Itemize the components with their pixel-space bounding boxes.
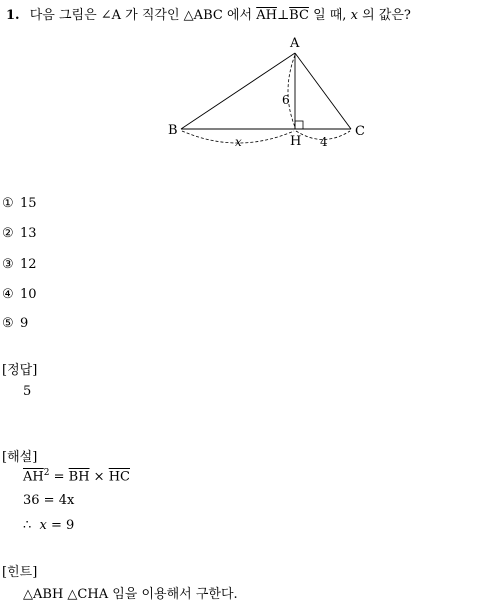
solution-line-2: 36 = 4x xyxy=(23,493,75,508)
label-b: B xyxy=(168,123,178,138)
choice-1: ① 15 xyxy=(2,196,37,211)
answer-value: 5 xyxy=(23,384,32,399)
segment-bc: $\overline{BC}$ xyxy=(289,8,309,23)
solution-line-3: ∴ x = 9 xyxy=(23,518,75,533)
brace-ah xyxy=(288,55,295,127)
answer-label: [정답] xyxy=(2,363,38,378)
label-ah-length: 6 xyxy=(282,93,290,107)
choice-5: ⑤ 9 xyxy=(2,316,29,331)
hint-text: △ABH △CHA 임을 이용해서 구한다. xyxy=(23,587,238,602)
right-angle-marker xyxy=(295,121,303,129)
label-a: A xyxy=(290,36,300,51)
solution-line-1: $\overline{AH}^2 = \overline{BH} \times \overline{HC}$ xyxy=(23,468,130,485)
side-ac xyxy=(295,53,351,129)
hint-label: [힌트] xyxy=(2,565,38,580)
choice-2: ② 13 xyxy=(2,226,37,241)
perpendicular-symbol: ⊥ xyxy=(276,8,290,23)
triangle-figure xyxy=(0,0,482,160)
segment-ah: $\overline{AH}$ xyxy=(256,8,277,23)
question-text: 1. 다음 그림은 ∠A 가 직각인 △ABC 에서 $\overline{AH}\perp\overline{BC}$ 일 때, x 의 값은? xyxy=(6,8,411,23)
choice-3: ③ 12 xyxy=(2,257,37,272)
label-c: C xyxy=(355,124,365,139)
side-ab xyxy=(181,53,295,129)
choice-4: ④ 10 xyxy=(2,287,37,302)
label-h: H xyxy=(290,134,302,149)
label-hc-length: 4 xyxy=(320,135,328,149)
question-number: 1. xyxy=(6,8,20,23)
label-bh-length: x xyxy=(235,135,242,149)
solution-label: [해설] xyxy=(2,450,38,465)
